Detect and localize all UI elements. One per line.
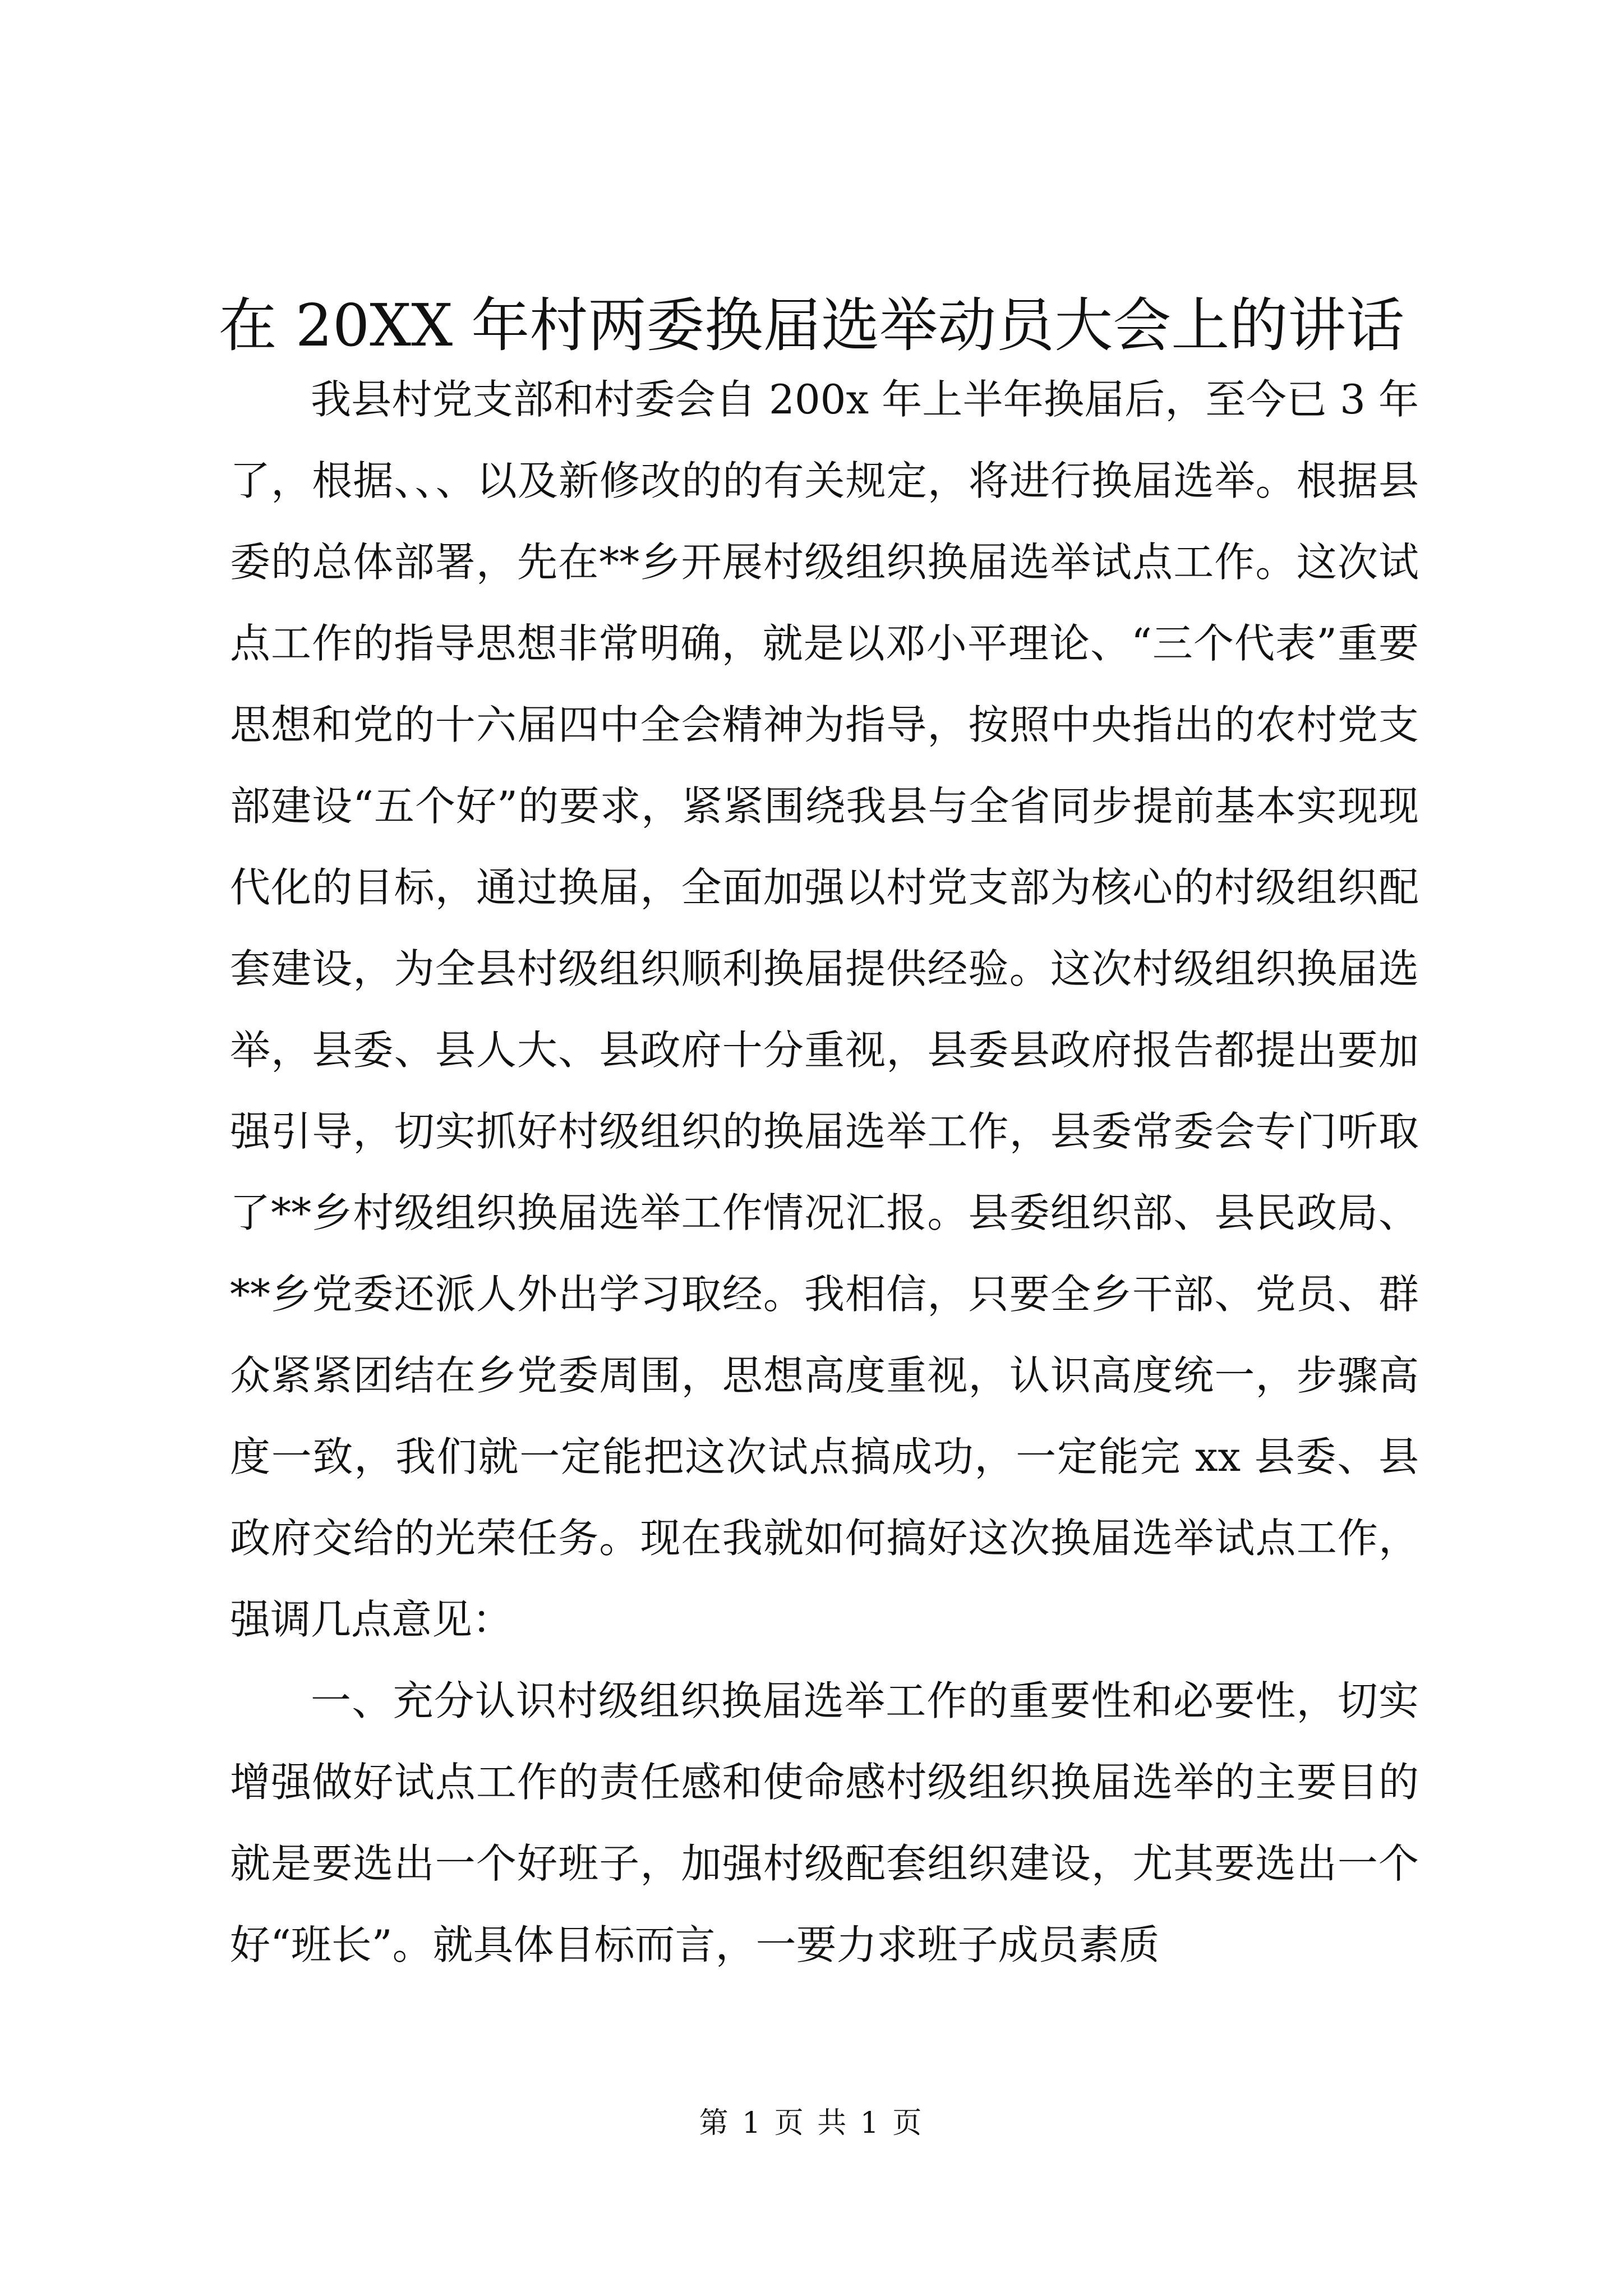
- document-body: [230, 359, 1419, 1986]
- page-footer: 第 1 页 共 1 页: [699, 2106, 924, 2140]
- body-paragraph-2: 一、充分认识村级组织换届选举工作的重要性和必要性，切实增强做好试点工作的责任感和使命感村级组织换届选举的主要目的就是要选出一个好班子，加强村级配套组织建设，尤其要选出一个好“班长”。就具体目标而言，一要力求班子成员素质: [230, 1677, 1419, 1968]
- body-paragraph-1: 我县村党支部和村委会自 200x 年上半年换届后，至今已 3 年了，根据、、、以及新修改的的有关规定，将进行换届选举。根据县委的总体部署，先在**乡开展村级组织换届选举试点工作。这次试点工作的指导思想非常明确，就是以邓小平理论、“三个代表”重要思想和党的十六届四中全会精神为指导，按照中央指出的农村党支部建设“五个好”的要求，紧紧围绕我县与全省同步提前基本实现现代化的目标，通过换届，全面加强以村党支部为核心的村级组织配套建设，为全县村级组织顺利换届提供经验。这次村级组织换届选举，县委、县人大、县政府十分重视，县委县政府报告都提出要加强引导，切实抓好村级组织的换届选举工作，县委常委会专门听取了**乡村级组织换届选举工作情况汇报。县委组织部、县民政局、**乡党委还派人外出学习取经。我相信，只要全乡干部、党员、群众紧紧团结在乡党委周围，思想高度重视，认识高度统一，步骤高度一致，我们就一定能把这次试点搞成功，一定能完 xx 县委、县政府交给的光荣任务。现在我就如何搞好这次换届选举试点工作，强调几点意见：: [230, 376, 1419, 1643]
- document-title: 在 20XX 年村两委换届选举动员大会上的讲话: [218, 291, 1405, 360]
